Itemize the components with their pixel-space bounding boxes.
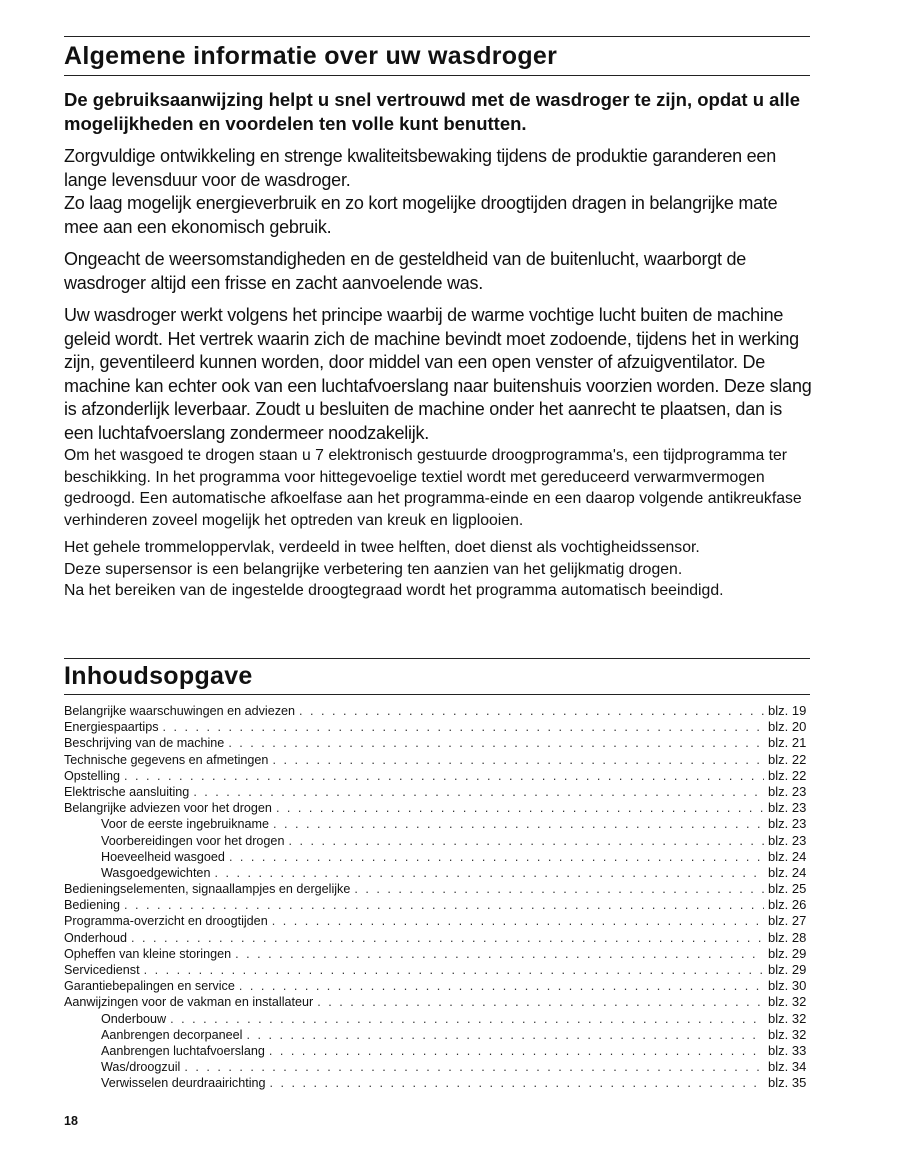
toc-subentry: Hoeveelheid wasgoed . . . blz. 24 bbox=[64, 849, 820, 865]
toc-entry: Programma-overzicht en droogtijden . . . blz. 27 bbox=[64, 913, 820, 929]
paragraph-principle: Uw wasdroger werkt volgens het principe waarbij de warme vochtige lucht buiten de machine geleid wordt. Het vertrek waarin zich de machine bevindt moet zodoende, tijdens het in werking zijn, geventileerd kunnen worden, door middel van een open venster of afzuigventilator. De machine kan echter ook van een luchtafvoerslang naar buitenshuis voorzien worden. Deze slang is afzonderlijk leverbaar. Zoudt u besluiten de machine onder het aanrecht te plaatsen, dan is een luchtafvoerslang zondermeer noodzakelijk. bbox=[64, 305, 812, 443]
intro-lead: De gebruiksaanwijzing helpt u snel vertrouwd met de wasdroger te zijn, opdat u alle mogelijkheden en voordelen ten volle kunt benutten. bbox=[64, 89, 801, 134]
paragraph-programs: Om het wasgoed te drogen staan u 7 elektronisch gestuurde droogprogramma's, een tijdprogramma ter beschikking. In het programma voor hittegevoelige textiel wordt met gereduceerd verwarmvermogen gedroogd. Een automatische afkoelfase aan het programma-einde en een daarop volgende antikreukfase verhinderen zoveel mogelijk het optreden van kreuk en ligplooien. bbox=[64, 447, 802, 529]
toc-subentry: Verwisselen deurdraairichting . . . blz. 35 bbox=[64, 1075, 820, 1091]
paragraph-supersensor: Deze supersensor is een belangrijke verbetering ten aanzien van het gelijkmatig drogen. bbox=[64, 560, 683, 578]
toc-entry: Energiespaartips . . . blz. 20 bbox=[64, 719, 820, 735]
section-title-general: Algemene informatie over uw wasdroger bbox=[64, 42, 558, 70]
toc-entry: Garantiebepalingen en service . . . blz. 30 bbox=[64, 978, 820, 994]
top-rule bbox=[64, 36, 810, 37]
toc-title-underline bbox=[64, 694, 810, 695]
toc-top-rule bbox=[64, 658, 810, 659]
toc-subentry: Onderbouw . . . blz. 32 bbox=[64, 1011, 820, 1027]
paragraph-development: Zorgvuldige ontwikkeling en strenge kwaliteitsbewaking tijdens de produktie garanderen een lange levensduur voor de wasdroger. bbox=[64, 146, 776, 190]
paragraph-sensor: Het gehele trommeloppervlak, verdeeld in twee helften, doet dienst als vochtigheidssensor. bbox=[64, 539, 700, 556]
title-underline bbox=[64, 75, 810, 76]
paragraph-energy: Zo laag mogelijk energieverbruik en zo kort mogelijke droogtijden dragen in belangrijke mate mee aan een ekonomisch gebruik. bbox=[64, 193, 778, 237]
toc-subentry: Aanbrengen luchtafvoerslang . . . blz. 33 bbox=[64, 1043, 820, 1059]
general-body-text bbox=[64, 145, 812, 602]
page-number: 18 bbox=[64, 1114, 78, 1128]
paragraph-weather: Ongeacht de weersomstandigheden en de gesteldheid van de buitenlucht, waarborgt de wasdroger altijd een frisse en zacht aanvoelende was. bbox=[64, 249, 746, 293]
toc-subentry: Wasgoedgewichten . . . blz. 24 bbox=[64, 865, 820, 881]
toc-subentry: Voorbereidingen voor het drogen . . . blz. 23 bbox=[64, 833, 820, 849]
toc-entry: Belangrijke waarschuwingen en adviezen . . . blz. 19 bbox=[64, 703, 820, 719]
toc-entry: Aanwijzingen voor de vakman en installateur . . . blz. 32 bbox=[64, 994, 820, 1010]
paragraph-auto-end: Na het bereiken van de ingestelde droogtegraad wordt het programma automatisch beeindigd. bbox=[64, 582, 724, 599]
toc-subentry: Voor de eerste ingebruikname . . . blz. 23 bbox=[64, 816, 820, 832]
toc-entry: Opheffen van kleine storingen . . . blz. 29 bbox=[64, 946, 820, 962]
toc-entry: Servicedienst . . . blz. 29 bbox=[64, 962, 820, 978]
table-of-contents bbox=[64, 703, 820, 1092]
toc-entry: Elektrische aansluiting . . . blz. 23 bbox=[64, 784, 820, 800]
toc-entry: Opstelling . . . blz. 22 bbox=[64, 768, 820, 784]
toc-title: Inhoudsopgave bbox=[64, 662, 253, 690]
toc-entry: Beschrijving van de machine . . . blz. 21 bbox=[64, 735, 820, 751]
toc-entry: Onderhoud . . . blz. 28 bbox=[64, 930, 820, 946]
toc-entry: Belangrijke adviezen voor het drogen . . . blz. 23 bbox=[64, 800, 820, 816]
toc-subentry: Aanbrengen decorpaneel . . . blz. 32 bbox=[64, 1027, 820, 1043]
toc-entry: Bedieningselementen, signaallampjes en dergelijke . . . blz. 25 bbox=[64, 881, 820, 897]
toc-entry: Bediening . . . blz. 26 bbox=[64, 897, 820, 913]
toc-subentry: Was/droogzuil . . . blz. 34 bbox=[64, 1059, 820, 1075]
toc-entry: Technische gegevens en afmetingen . . . blz. 22 bbox=[64, 752, 820, 768]
